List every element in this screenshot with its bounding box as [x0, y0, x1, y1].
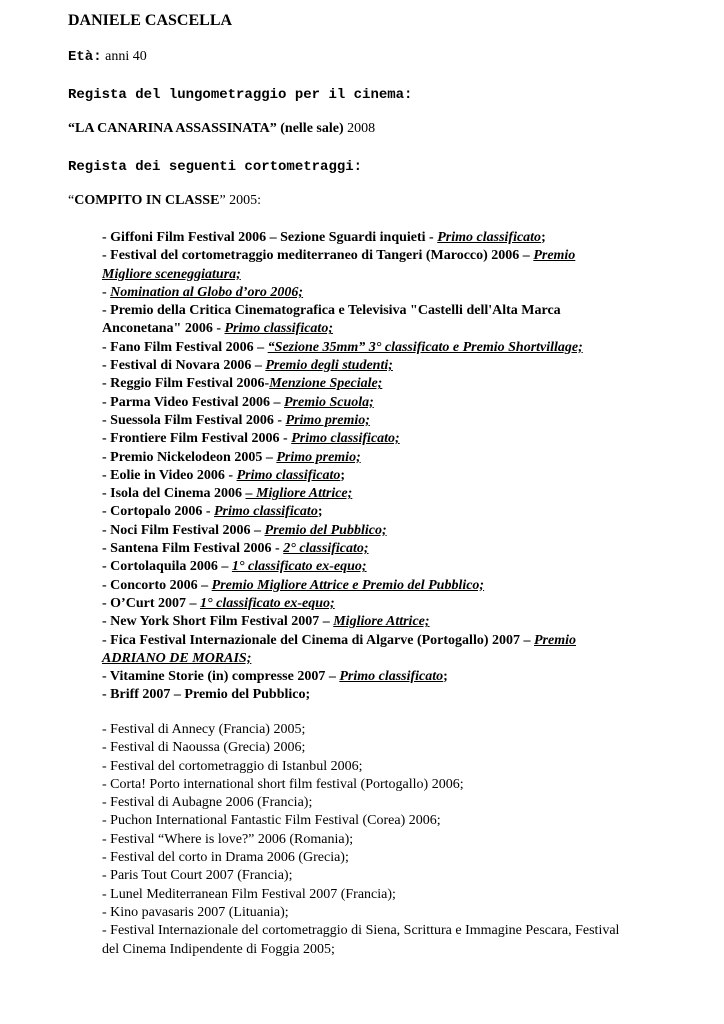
award-text: - Fica Festival Internazionale del Cinema di Algarve (Portogallo) 2007 –	[102, 632, 534, 648]
award-text: - Isola del Cinema 2006	[102, 486, 246, 502]
award-suffix: ;	[340, 467, 346, 483]
award-prize: Primo premio;	[276, 449, 361, 465]
feature-film-year: 2008	[347, 121, 376, 136]
festival-item: del Cinema Indipendente di Foggia 2005;	[102, 941, 335, 957]
award-text: - New York Short Film Festival 2007 –	[102, 614, 334, 630]
award-suffix: ;	[317, 504, 323, 520]
award-item	[102, 522, 692, 540]
award-prize: Primo classificato;	[224, 321, 333, 337]
age-label: Età:	[68, 49, 102, 65]
award-text: - Parma Video Festival 2006 –	[102, 394, 284, 410]
award-item	[102, 485, 692, 503]
awards-list	[102, 229, 692, 705]
award-prize: Primo classificato	[437, 230, 542, 245]
festival-item: - Festival “Where is love?” 2006 (Romania);	[102, 831, 354, 847]
award-item	[102, 247, 692, 265]
award-text: - Briff 2007 – Premio del Pubblico;	[102, 687, 311, 703]
award-item	[102, 686, 692, 704]
award-text: - Vitamine Storie (in) compresse 2007 –	[102, 669, 340, 685]
short-film-title: COMPITO IN CLASSE	[74, 193, 220, 208]
award-prize: Premio Scuola;	[283, 394, 374, 410]
award-prize: “Sezione 35mm” 3° classificato e Premio Shortvillage;	[267, 339, 583, 355]
short-film-title-line	[68, 193, 261, 209]
festival-item: - Festival di Aubagne 2006 (Francia);	[102, 795, 313, 811]
award-text: - Festival del cortometraggio mediterraneo di Tangeri (Marocco) 2006 –	[102, 248, 534, 264]
feature-film-heading: Regista del lungometraggio per il cinema:	[68, 87, 413, 103]
award-item	[102, 266, 692, 284]
award-prize: Migliore Attrice;	[333, 614, 430, 630]
award-item	[102, 357, 692, 375]
award-item	[102, 650, 692, 668]
award-item	[102, 558, 692, 576]
award-prize: ADRIANO DE MORAIS;	[102, 650, 252, 666]
award-item	[102, 467, 692, 485]
festival-item: - Lunel Mediterranean Film Festival 2007 (Francia);	[102, 886, 396, 902]
festival-item: - Festival Internazionale del cortometraggio di Siena, Scrittura e Immagine Pescara, Festival	[102, 923, 620, 939]
award-item	[102, 595, 692, 613]
award-prize: Premio del Pubblico;	[264, 522, 387, 538]
award-prize: Premio	[533, 248, 576, 264]
award-item	[102, 394, 692, 412]
award-item	[102, 503, 692, 521]
award-item	[102, 668, 692, 686]
festival-item: - Corta! Porto international short film festival (Portogallo) 2006;	[102, 776, 464, 792]
award-text: - Reggio Film Festival 2006-	[102, 376, 270, 392]
award-text: - Festival di Novara 2006 –	[102, 358, 266, 374]
feature-film-title-line	[68, 121, 375, 137]
award-text: - Cortopalo 2006 -	[102, 504, 214, 520]
award-text: - Cortolaquila 2006 –	[102, 559, 232, 575]
award-text: - Eolie in Video 2006 -	[102, 467, 237, 483]
award-text: - Suessola Film Festival 2006 -	[102, 412, 286, 428]
award-suffix: ;	[541, 230, 546, 245]
award-text: - Premio della Critica Cinematografica e Televisiva "Castelli dell'Alta Marca	[102, 303, 561, 319]
award-prize: Primo classificato;	[291, 431, 400, 447]
award-item	[102, 302, 692, 320]
award-item	[102, 229, 692, 247]
festival-item: - Festival di Annecy (Francia) 2005;	[102, 722, 306, 737]
festival-item: - Kino pavasaris 2007 (Lituania);	[102, 904, 289, 920]
award-prize: Migliore sceneggiatura;	[102, 266, 241, 282]
award-item	[102, 613, 692, 631]
award-text: - Giffoni Film Festival 2006 – Sezione Sguardi inquieti -	[102, 230, 438, 245]
award-item	[102, 284, 692, 302]
award-text: - Fano Film Festival 2006 –	[102, 339, 268, 355]
award-prize: – Migliore Attrice;	[245, 486, 353, 502]
festival-item: - Puchon International Fantastic Film Festival (Corea) 2006;	[102, 813, 441, 829]
award-text: - Concorto 2006 –	[102, 577, 212, 593]
award-prize: Primo premio;	[285, 412, 370, 428]
award-prize: Premio degli studenti;	[265, 358, 393, 374]
award-item	[102, 412, 692, 430]
person-name: DANIELE CASCELLA	[68, 12, 233, 29]
award-item	[102, 430, 692, 448]
festivals-list	[102, 721, 692, 959]
award-text: Anconetana" 2006 -	[102, 321, 225, 337]
festival-item: - Festival del corto in Drama 2006 (Grecia);	[102, 850, 349, 866]
award-text: - Santena Film Festival 2006 -	[102, 541, 284, 557]
award-item	[102, 632, 692, 650]
award-text: -	[102, 284, 111, 300]
short-film-open-quote: “	[68, 193, 75, 208]
award-prize: Premio	[534, 632, 576, 648]
award-text: - O’Curt 2007 –	[102, 595, 200, 611]
award-item	[102, 320, 692, 338]
award-prize: Menzione Speciale;	[269, 376, 383, 392]
award-prize: 1° classificato ex-equo;	[200, 595, 335, 611]
award-text: - Premio Nickelodeon 2005 –	[102, 449, 277, 465]
award-suffix: ;	[443, 669, 448, 685]
award-prize: Primo classificato	[339, 669, 444, 685]
award-item	[102, 339, 692, 357]
award-item	[102, 577, 692, 595]
age-line	[68, 49, 147, 65]
festival-item: - Paris Tout Court 2007 (Francia);	[102, 868, 293, 884]
award-text: - Frontiere Film Festival 2006 -	[102, 431, 292, 447]
award-prize: Premio Migliore Attrice e Premio del Pubblico;	[211, 577, 485, 593]
award-item	[102, 449, 692, 467]
award-prize: Nomination al Globo d’oro 2006;	[110, 284, 304, 300]
short-film-year: ” 2005:	[219, 193, 262, 208]
award-prize: 2° classificato;	[283, 541, 369, 557]
festival-item: - Festival del cortometraggio di Istanbul 2006;	[102, 758, 363, 774]
award-text: - Noci Film Festival 2006 –	[102, 522, 265, 538]
award-prize: Primo classificato	[214, 504, 318, 520]
award-item	[102, 375, 692, 393]
feature-film-title: “LA CANARINA ASSASSINATA” (nelle sale)	[68, 121, 344, 136]
award-prize: 1° classificato ex-equo;	[231, 559, 367, 575]
award-prize: Primo classificato	[236, 467, 341, 483]
short-films-heading: Regista dei seguenti cortometraggi:	[68, 159, 363, 175]
award-item	[102, 540, 692, 558]
festival-item: - Festival di Naoussa (Grecia) 2006;	[102, 740, 306, 756]
age-value: anni 40	[105, 49, 147, 64]
